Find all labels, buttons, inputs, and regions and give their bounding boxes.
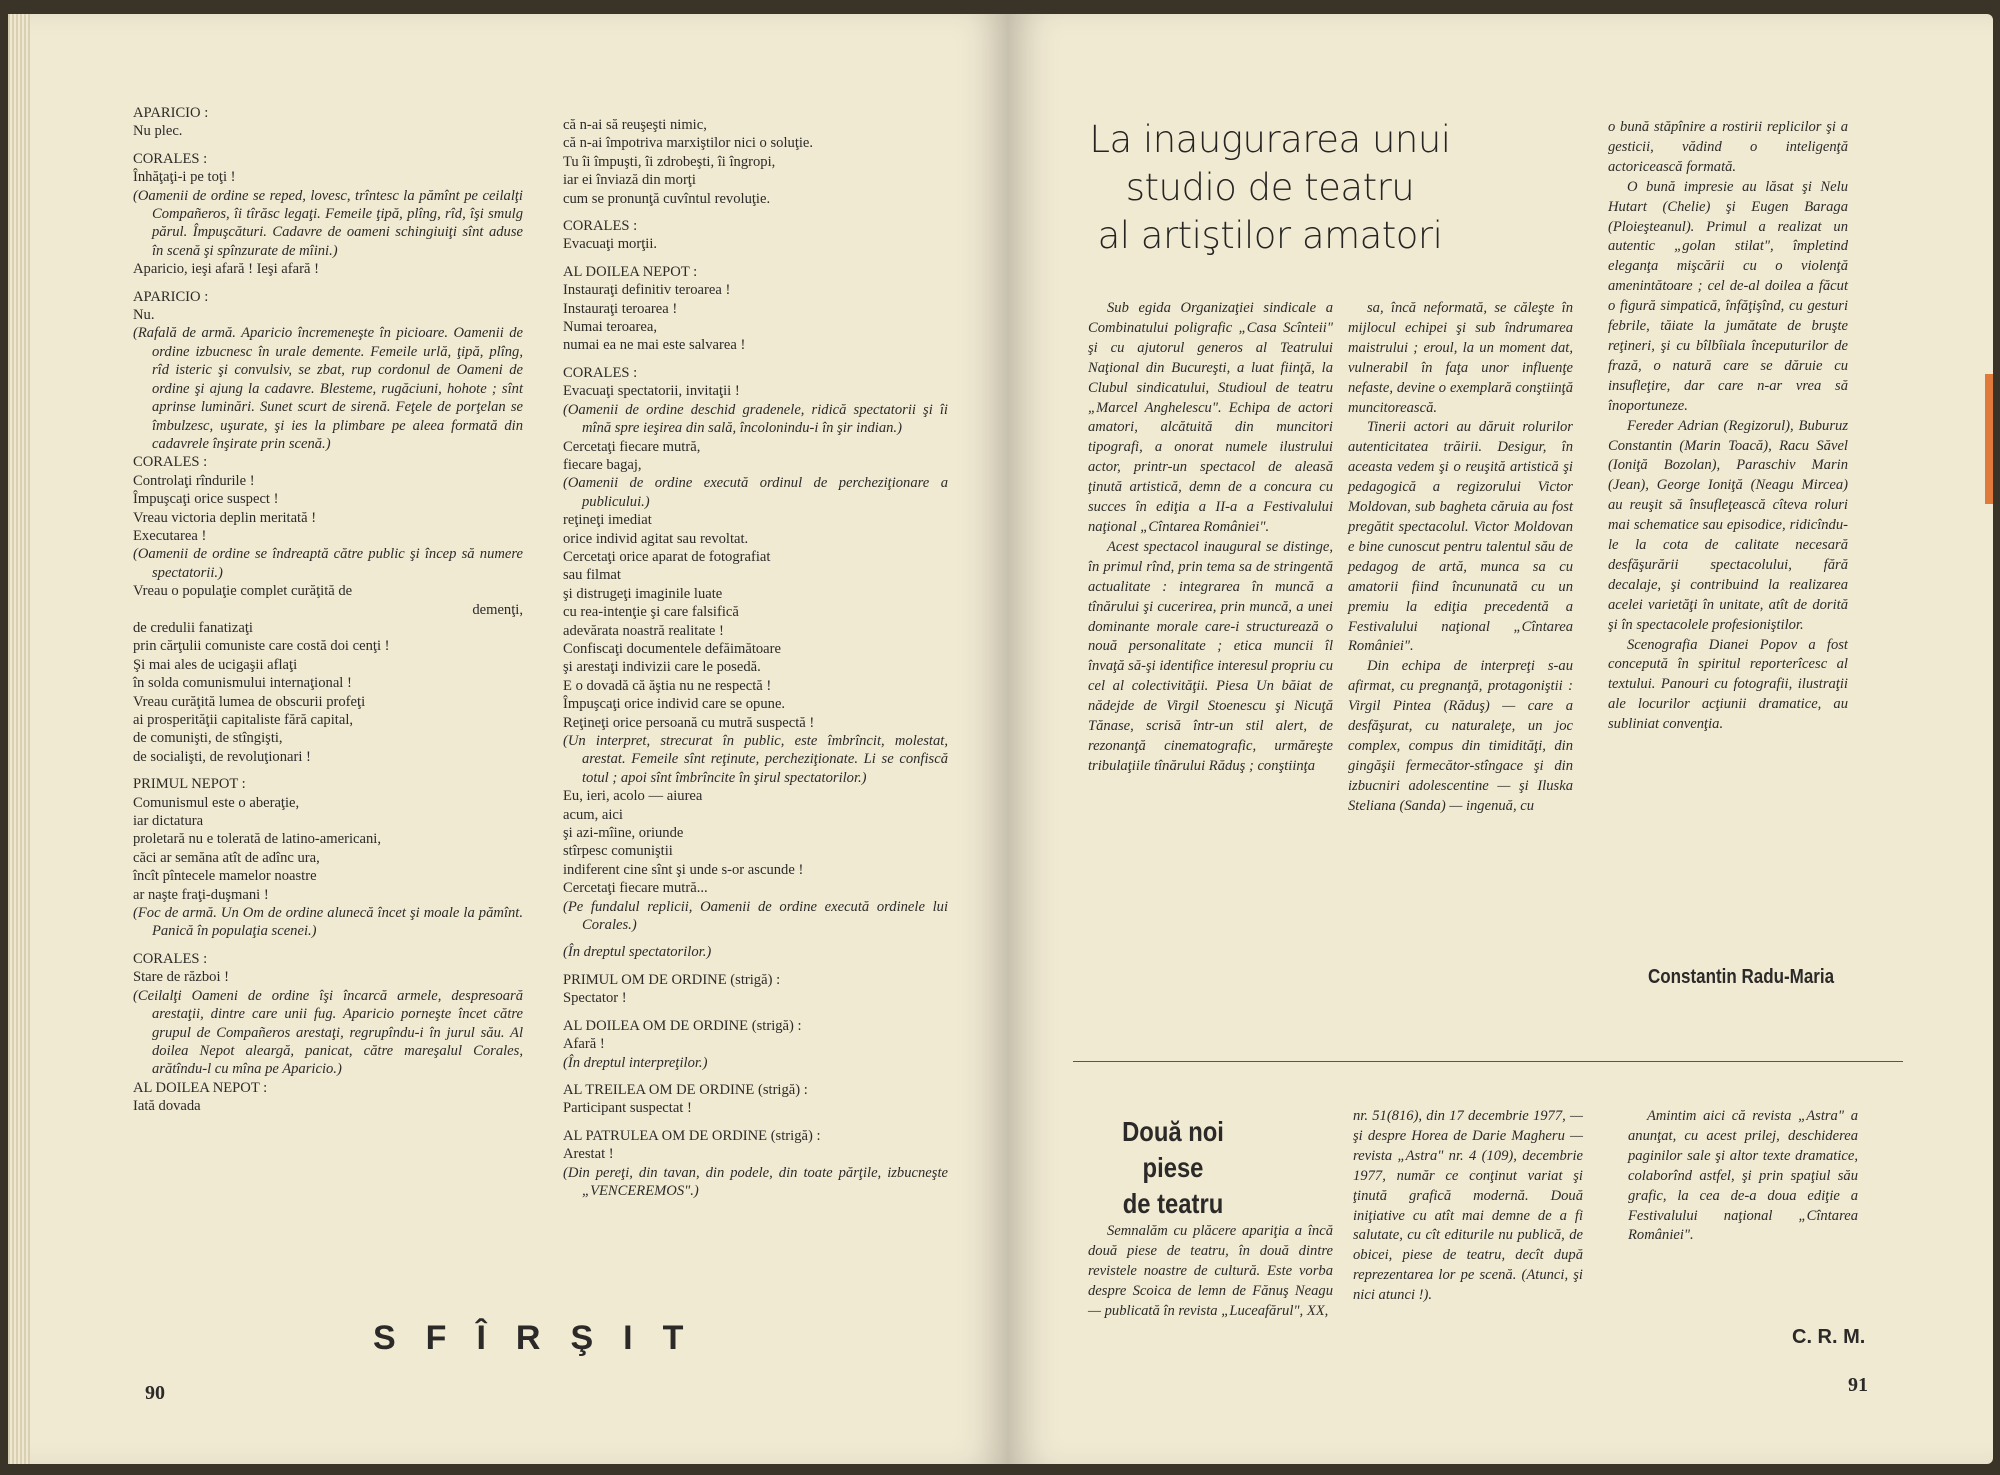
speaker-name: PRIMUL OM DE ORDINE (strigă) : (563, 971, 781, 988)
script-line: că n-ai să reuşeşti nimic, (563, 117, 707, 133)
script-line: încît pîntecele mamelor noastre (133, 868, 317, 885)
script-column-1 (133, 104, 523, 1116)
speaker-name: PRIMUL NEPOT : (133, 776, 246, 793)
page-edge (8, 14, 30, 1464)
script-line: în solda comunismului internaţional ! (133, 675, 352, 692)
script-line: orice individ agitat sau revoltat. (563, 530, 749, 547)
article1-column-2 (1348, 299, 1573, 817)
article-paragraph: Acest spectacol inaugural se distinge, în primul rînd, prin tema sa de stringentă actualitate : integrarea în muncă a tînărului şi cucerirea, prin muncă, a unei dominante morale care-i structurează o nouă personalitate ; etica muncii îl învaţă să-şi identifice interesul propriu cu cel al colectivităţii. Piesa Un băiat de nădejde de Virgil Stoenescu şi Nicuţă Tănase, scrisă într-un stil alert, de rezonanţă cinematografic, urmăreşte tribulaţiile tînărului Răduş ; conştiinţa (1088, 538, 1333, 774)
script-line: Vreau curăţită lumea de obscurii profeţi (133, 693, 366, 710)
script-line: Evacuaţi spectatorii, invitaţii ! (563, 383, 740, 400)
article2-initials: C. R. M. (1792, 1326, 1866, 1348)
script-line: Vreau victoria deplin meritată ! (133, 509, 317, 526)
script-line: E o dovadă că ăştia nu ne respectă ! (563, 677, 772, 694)
script-line: Arestat ! (563, 1146, 614, 1163)
script-line: prin cărţulii comuniste care costă doi cenţi ! (133, 638, 390, 655)
speaker-name: APARICIO : (133, 288, 209, 305)
article-paragraph: Amintim aici că revista „Astra" a anunţat, cu acest prilej, deschiderea paginilor sale şi altor texte dramatice, colaborînd astfel, şi prin spaţiul său grafic, la cea de-a doua ediţie a Festivalului naţional „Cîntarea României". (1628, 1108, 1858, 1244)
speaker-name: AL DOILEA OM DE ORDINE (strigă) : (563, 1017, 802, 1034)
script-line: indiferent cine sînt şi unde s-or ascunde ! (563, 861, 804, 878)
speaker-name: AL DOILEA NEPOT : (133, 1079, 268, 1096)
script-line: Înhăţaţi-i pe toţi ! (133, 169, 236, 186)
stage-direction: (Oamenii de ordine se reped, lovesc, trîntesc la pămînt pe ceilalţi Compañeros, îi tîrăsc legaţi. Femeile ţipă, plîng, rîd, îşi smulg părul. Împuşcături. Cadavre de oameni schingiuiţi sînt aduse în scenă şi spînzurate de mîini.) (133, 187, 523, 259)
spacer (563, 355, 948, 364)
script-line: Vreau o populaţie complet curăţită de (133, 583, 353, 600)
script-line: Confiscaţi documentele defăimătoare (563, 640, 782, 657)
spacer (133, 279, 523, 288)
script-line: de credulii fanatizaţi (133, 619, 253, 636)
article-paragraph: Tinerii actori au dăruit rolurilor autenticitatea trăirii. Desigur, în aceasta vedem şi o reuşită artistică şi pedagogică a regizorului Victor Moldovan, sub bagheta căruia au fost pregătit spectacolul. Victor Moldovan e bine cunoscut pentru talentul său de pedagog de artă, munca sa cu amatorii fiind încununată cu un premiu la ediţia precedentă a Festivalului naţional „Cîntarea României". (1348, 419, 1573, 655)
speaker-name: APARICIO : (133, 105, 209, 121)
speaker-name: AL PATRULEA OM DE ORDINE (strigă) : (563, 1127, 821, 1144)
script-line: Aparicio, ieşi afară ! Ieşi afară ! (133, 261, 319, 278)
script-line: Spectator ! (563, 990, 627, 1007)
spacer (563, 962, 948, 971)
article-paragraph: sa, încă neformată, se căleşte în mijlocul echipei şi sub îndrumarea maistrului ; eroul, la un moment dat, vulnerabil în faţa unor influenţe nefaste, devine o exemplară conştiinţă muncitorească. (1348, 300, 1573, 416)
article-paragraph: Semnalăm cu plăcere apariţia a încă două piese de teatru, în două dintre revistele noastre de cultură. Este vorba despre Scoica de lemn de Fănuş Neagu — publicată în revista „Luceafărul", XX, (1088, 1223, 1333, 1319)
script-line: Nu. (133, 307, 155, 324)
article-paragraph: Sub egida Organizaţiei sindicale a Combinatului poligrafic „Casa Scînteii" şi cu ajutorul generos al Teatrului Naţional din Bucureşti, a luat fiinţă, la Clubul sindicatului, Studioul de teatru „Marcel Anghelescu". Echipa de actori amatori, alcătuită din muncitori tipografi, a onorat numele ilustrului actor, printr-un spectacol de aleasă ţinută artistică, demn de a concura cu succes în ediţia a II-a a Festivalului naţional „Cîntarea României". (1088, 300, 1333, 535)
article1-column-1 (1088, 299, 1333, 777)
script-line: Tu îi împuşti, îi zdrobeşti, îi îngropi, (563, 153, 776, 170)
article2-title-line: de teatru (1122, 1188, 1224, 1219)
left-page (8, 14, 1008, 1464)
page-tab-marker (1985, 374, 1993, 504)
script-line: Cercetaţi orice aparat de fotografiat (563, 548, 771, 565)
speaker-name: CORALES : (563, 364, 638, 381)
article2-column-1 (1088, 1222, 1333, 1322)
stage-direction: (Rafală de armă. Aparicio încremeneşte în picioare. Oamenii de ordine izbucnesc în urale demente. Femeile urlă, ţipă, plîng, rîd isteric şi convulsiv, se zbat, rup cordonul de Oameni de ordine şi ajung la cadavre. Blesteme, rugăciuni, hohote ; sînt aprinse luminări. Sunet scurt de sirenă. Feţele de porţelan se îmbulzesc, uşurate, şi ies la plimbare pe aleea formată din cadavrele înşirate prin scenă.) (133, 325, 523, 452)
script-line: cu rea-intenţie şi care falsifică (563, 604, 739, 621)
script-line: Instauraţi teroarea ! (563, 300, 678, 317)
script-line: Comunismul este o aberaţie, (133, 794, 300, 811)
article-paragraph: nr. 51(816), din 17 decembrie 1977, — şi despre Horea de Darie Magheru — revista „Astra" nr. 4 (109), decembrie 1977, număr ce conţinut variat şi ţinută grafică modernă. Două iniţiative cu atît mai demne de a fi salutate, cu cît editurile nu publică, de obicei, piese de teatru, decît după reprezentarea lor pe scenă. (Atunci, şi nici atunci !). (1353, 1108, 1583, 1304)
script-line: de comunişti, de stîngişti, (133, 730, 283, 747)
stage-direction: (Oamenii de ordine execută ordinul de percheziţionare a publicului.) (563, 475, 948, 510)
script-line: Afară ! (563, 1036, 605, 1053)
script-line: ar naşte fraţi-duşmani ! (133, 886, 269, 903)
stage-direction: (În dreptul spectatorilor.) (563, 944, 712, 961)
stage-direction: (Oamenii de ordine deschid gradenele, ridică spectatorii şi îi mînă spre ieşirea din sală, încolonindu-i în şir indian.) (563, 401, 948, 437)
script-line: stîrpesc comuniştii (563, 843, 673, 860)
script-line: Împuşcaţi orice individ care se opune. (563, 696, 786, 713)
script-line: Cercetaţi fiecare mutră, (563, 438, 701, 455)
script-line: sau filmat (563, 567, 621, 584)
spacer (133, 766, 523, 775)
article1-column-3 (1608, 118, 1848, 735)
script-line: numai ea ne mai este salvarea ! (563, 337, 746, 354)
script-line: Eu, ieri, acolo — aiurea (563, 788, 703, 805)
script-line: Participant suspectat ! (563, 1100, 692, 1117)
script-line: proletară nu e tolerată de latino-americani, (133, 831, 381, 848)
script-line: demenţi, (472, 601, 523, 618)
spacer (563, 208, 948, 217)
script-line: Controlaţi rîndurile ! (133, 472, 255, 489)
article-paragraph: Scenografia Dianei Popov a fost concepută în spiritul reporterîcesc al textului. Panouri cu fotografii, ilustraţii ale locurilor acţiunii dramatice, au subliniat convenţia. (1608, 636, 1848, 733)
script-line: Iată dovada (133, 1098, 201, 1115)
article2-column-2 (1353, 1107, 1583, 1306)
stage-direction: (Din pereţi, din tavan, din podele, din toate părţile, izbucneşte „VENCEREMOS".) (563, 1164, 948, 1199)
speaker-name: AL DOILEA NEPOT : (563, 263, 698, 280)
article2-column-3 (1628, 1107, 1858, 1246)
script-line: acum, aici (563, 806, 623, 823)
stage-direction: (Pe fundalul replicii, Oamenii de ordine execută ordinele lui Corales.) (563, 898, 948, 934)
script-line: Evacuaţi morţii. (563, 236, 658, 253)
article-paragraph: O bună impresie au lăsat şi Nelu Hutart (Chelie) şi Eugen Baraga (Ploieşteanul). Primul a realizat un autentic „golan stilat", împletind eleganţa mişcării cu o violenţă amenintătoare ; cel de-al doilea a făcut o figură simpatică, înfăţişînd, cu gesturi febrile, tăiate la jumătate de bruşte reţineri, şi cu bîlbîiala începuturilor de frază, o natură care se dăruie cu insufleţire, dar care n-ar vrea să înoportuneze. (1608, 178, 1848, 414)
script-line: şi distrugeţi imaginile luate (563, 585, 723, 602)
script-line: Împuşcaţi orice suspect ! (133, 491, 279, 508)
script-line: căci ar semăna atît de adînc ura, (133, 849, 320, 866)
script-line: că n-ai împotriva marxiştilor nici o soluţie. (563, 135, 814, 152)
ending-title: SFÎRŞIT (373, 1319, 714, 1357)
script-line: Instauraţi definitiv teroarea ! (563, 282, 731, 299)
script-line: reţineţi imediat (563, 512, 652, 529)
script-line: şi azi-mîine, oriunde (563, 825, 684, 842)
script-line: fiecare bagaj, (563, 456, 642, 473)
spacer (133, 141, 523, 150)
article1-title-line: al artiştilor amatori (1097, 214, 1443, 257)
section-divider (1073, 1061, 1903, 1062)
spacer (563, 1118, 948, 1127)
speaker-name: CORALES : (133, 454, 208, 471)
article1-byline: Constantin Radu-Maria (1648, 966, 1835, 988)
spacer (133, 941, 523, 950)
article2-title (1092, 1114, 1254, 1222)
speaker-name: CORALES : (133, 950, 208, 967)
article-paragraph: Din echipa de interpreţi s-au afirmat, cu pregnanţă, protagoniştii : Virgil Pintea (Răduş) — care a desfăşurat, cu naturaleţe, un joc complex, compus din timidităţi, din gingăşii fermecător-stîngace şi din izbucniri adolescentine — şi Iluska Steliana (Sanda) — ingenuă, cu (1348, 658, 1573, 814)
script-line: iar dictatura (133, 813, 204, 830)
spacer (563, 934, 948, 943)
script-line: şi arestaţi indivizii care le posedă. (563, 659, 761, 676)
script-line: Nu plec. (133, 123, 183, 140)
article2-title-line: Două noi piese (1122, 1116, 1224, 1183)
script-line: Cercetaţi fiecare mutră... (563, 880, 708, 897)
right-page (1008, 14, 1993, 1464)
script-line: Şi mai ales de ucigaşii aflaţi (133, 656, 298, 673)
script-line: adevărata noastră realitate ! (563, 622, 724, 639)
spacer (563, 1008, 948, 1017)
stage-direction: (Foc de armă. Un Om de ordine alunecă încet şi moale la pămînt. Panică în populaţia scenei.) (133, 905, 523, 940)
article1-title-line: studio de teatru (1125, 166, 1415, 209)
page-number-right: 91 (1848, 1374, 1868, 1396)
script-line: de socialişti, de revoluţionari ! (133, 748, 311, 765)
stage-direction: (În dreptul interpreţilor.) (563, 1054, 708, 1071)
stage-direction: (Oamenii de ordine se îndreaptă către public şi încep să numere spectatorii.) (133, 546, 523, 581)
speaker-name: CORALES : (133, 150, 208, 167)
stage-direction: (Ceilalţi Oameni de ordine îşi încarcă armele, despresoară arestaţii, dintre care unii fug. Aparicio porneşte încet către grupul de Compañeros arestaţi, regrupîndu-i în jurul său. Al doilea Nepot aleargă, panicat, către mareşalul Corales, arătîndu-l cu mîna pe Aparicio.) (133, 987, 523, 1078)
script-line: ai prosperităţii capitaliste fără capital, (133, 712, 354, 728)
spacer (563, 254, 948, 263)
script-line: Executarea ! (133, 527, 207, 544)
script-line: Stare de război ! (133, 969, 230, 986)
article-paragraph: o bună stăpînire a rostirii replicilor şi a gesticii, vădind o inteligenţă actoricească formată. (1608, 119, 1848, 175)
spacer (563, 1072, 948, 1081)
article1-title (1060, 116, 1480, 260)
script-column-2 (563, 116, 948, 1200)
article-paragraph: Fereder Adrian (Regizorul), Buburuz Constantin (Marin Toacă), Racu Săvel (Ioniţă Bozolan), Paraschiv Marin (Jean), George Ioniţă (Neagu Mircea) au reuşit să însufleţească cîteva roluri mai schematice sau episodice, ridicîndu-le la cota de calitate necesară desfăşurării spectacolului, fără decalaje, şi contribuind la realizarea acelei varietăţi în unitate, atît de dorită şi în spectacolele profesioniştilor. (1608, 417, 1848, 633)
page-number-left: 90 (145, 1382, 165, 1404)
speaker-name: AL TREILEA OM DE ORDINE (strigă) : (563, 1081, 808, 1098)
script-line: cum se pronunţă cuvîntul revoluţie. (563, 190, 771, 207)
article1-title-line: La inaugurarea unui (1089, 118, 1451, 161)
script-line: Numai teroarea, (563, 319, 657, 336)
stage-direction: (Un interpret, strecurat în public, este îmbrîncit, molestat, arestat. Femeile sînt reţinute, percheziţionate. Li se confiscă totul ; apoi sînt îmbrîncite în şirul spectatorilor.) (563, 733, 948, 786)
script-line: iar ei înviază din morţi (563, 172, 696, 189)
speaker-name: CORALES : (563, 218, 638, 235)
script-line: Reţineţi orice persoană cu mutră suspectă ! (563, 714, 815, 731)
